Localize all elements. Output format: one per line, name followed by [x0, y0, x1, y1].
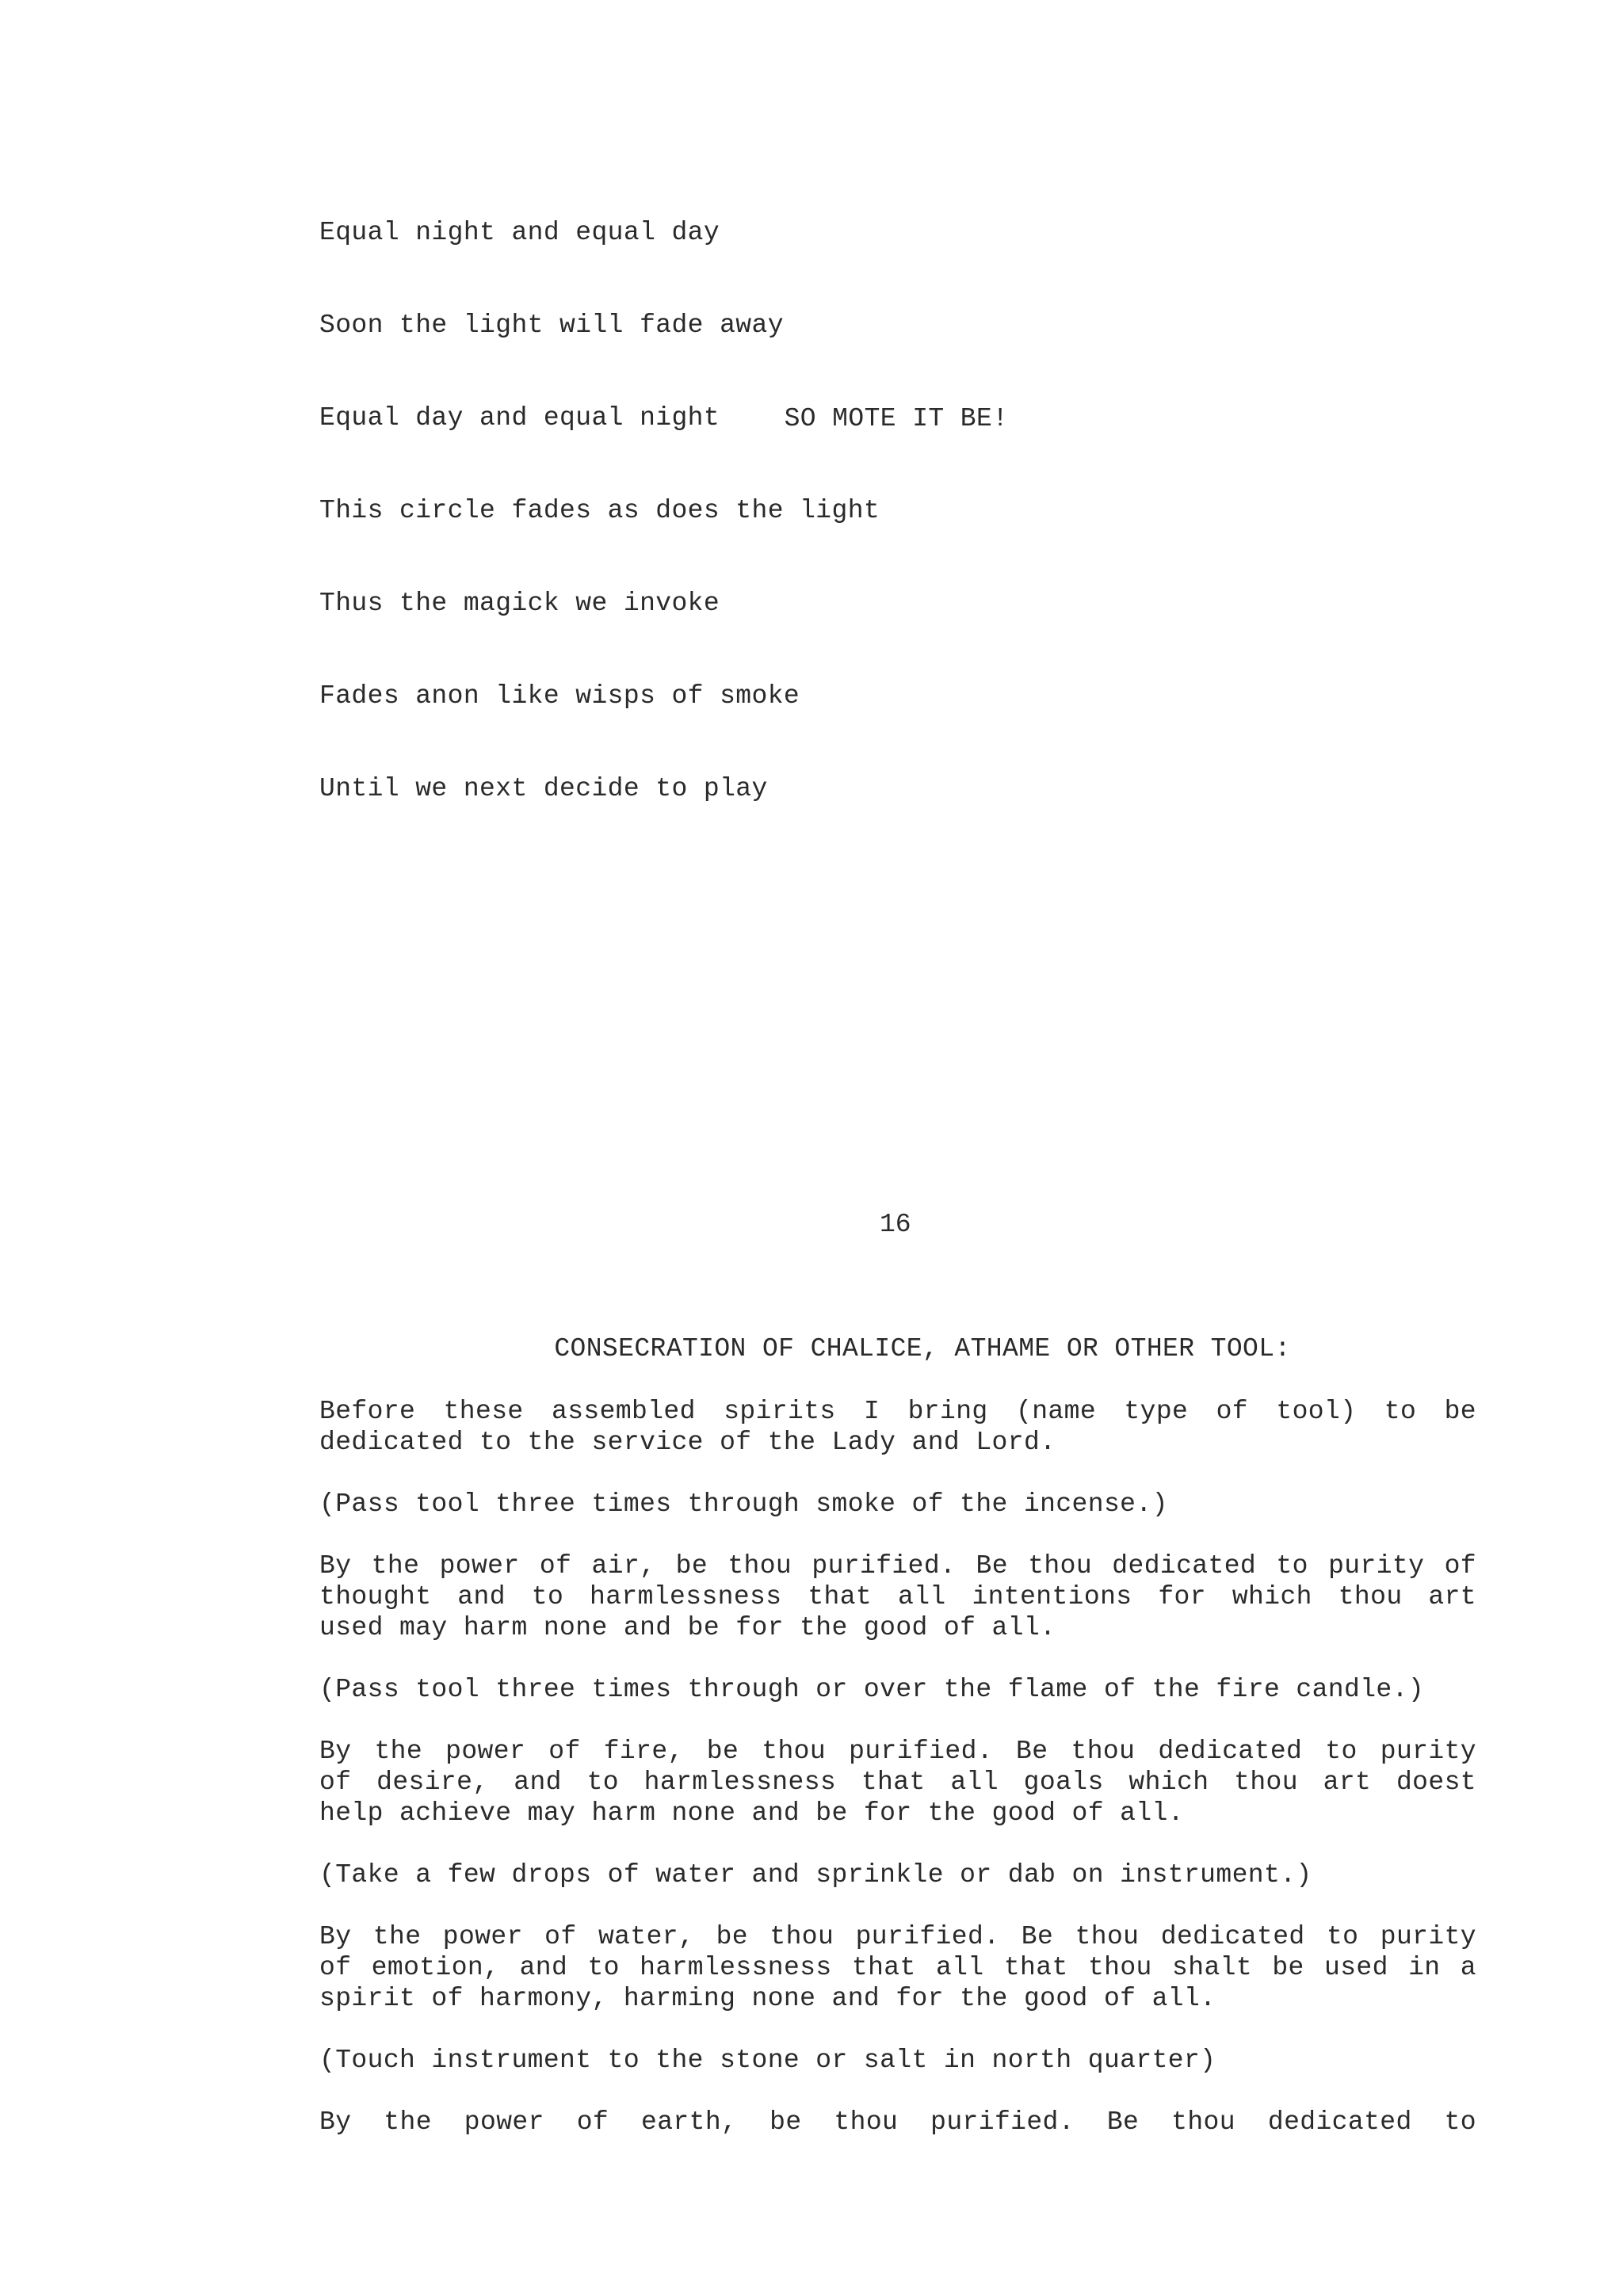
paragraph-line: dedicated to the service of the Lady and Lord.: [319, 1428, 1056, 1457]
section-heading: CONSECRATION OF CHALICE, ATHAME OR OTHER TOOL:: [554, 1334, 1291, 1363]
paragraph: [319, 1489, 1476, 1520]
poem-line: This circle fades as does the light: [319, 496, 880, 525]
paragraph-line: (Pass tool three times through or over the flame of the fire candle.): [319, 1675, 1425, 1704]
paragraph: [319, 1674, 1476, 1705]
paragraph-line: By the power of water, be thou purified. Be thou dedicated to purity: [319, 1922, 1476, 1951]
paragraph-line: of emotion, and to harmlessness that all that thou shalt be used in a: [319, 1953, 1476, 1982]
paragraph-line: (Take a few drops of water and sprinkle or dab on instrument.): [319, 1860, 1312, 1890]
closing-line: SO MOTE IT BE!: [784, 404, 1009, 433]
paragraph-line: (Touch instrument to the stone or salt in north quarter): [319, 2046, 1216, 2075]
poem-block: [319, 155, 1476, 866]
paragraph: [319, 1921, 1476, 2014]
paragraph: [319, 1859, 1476, 1890]
paragraph: [319, 1550, 1476, 1643]
section-body: [319, 1396, 1476, 2168]
paragraph-line: By the power of air, be thou purified. Be thou dedicated to purity of: [319, 1551, 1476, 1581]
poem-line: Fades anon like wisps of smoke: [319, 681, 800, 711]
paragraph-line: thought and to harmlessness that all intentions for which thou art: [319, 1582, 1476, 1611]
paragraph-line: help achieve may harm none and be for the good of all.: [319, 1798, 1184, 1828]
paragraph-line: By the power of earth, be thou purified. Be thou dedicated to: [319, 2107, 1476, 2137]
poem-line: Equal night and equal day: [319, 218, 720, 247]
paragraph-line: of desire, and to harmlessness that all goals which thou art doest: [319, 1768, 1476, 1797]
paragraph: [319, 1396, 1476, 1458]
paragraph: [319, 2107, 1476, 2138]
paragraph-line: Before these assembled spirits I bring (name type of tool) to be: [319, 1397, 1476, 1426]
paragraph-line: (Pass tool three times through smoke of the incense.): [319, 1489, 1168, 1519]
page-number: 16: [880, 1210, 911, 1239]
poem-line: Equal day and equal night: [319, 403, 720, 433]
paragraph-line: By the power of fire, be thou purified. Be thou dedicated to purity: [319, 1737, 1476, 1766]
poem-line: Soon the light will fade away: [319, 311, 784, 340]
paragraph-line: spirit of harmony, harming none and for the good of all.: [319, 1984, 1216, 2013]
paragraph-line: used may harm none and be for the good of all.: [319, 1613, 1056, 1642]
paragraph: [319, 1736, 1476, 1829]
poem-line: Until we next decide to play: [319, 774, 768, 803]
paragraph: [319, 2045, 1476, 2076]
poem-line: Thus the magick we invoke: [319, 589, 720, 618]
